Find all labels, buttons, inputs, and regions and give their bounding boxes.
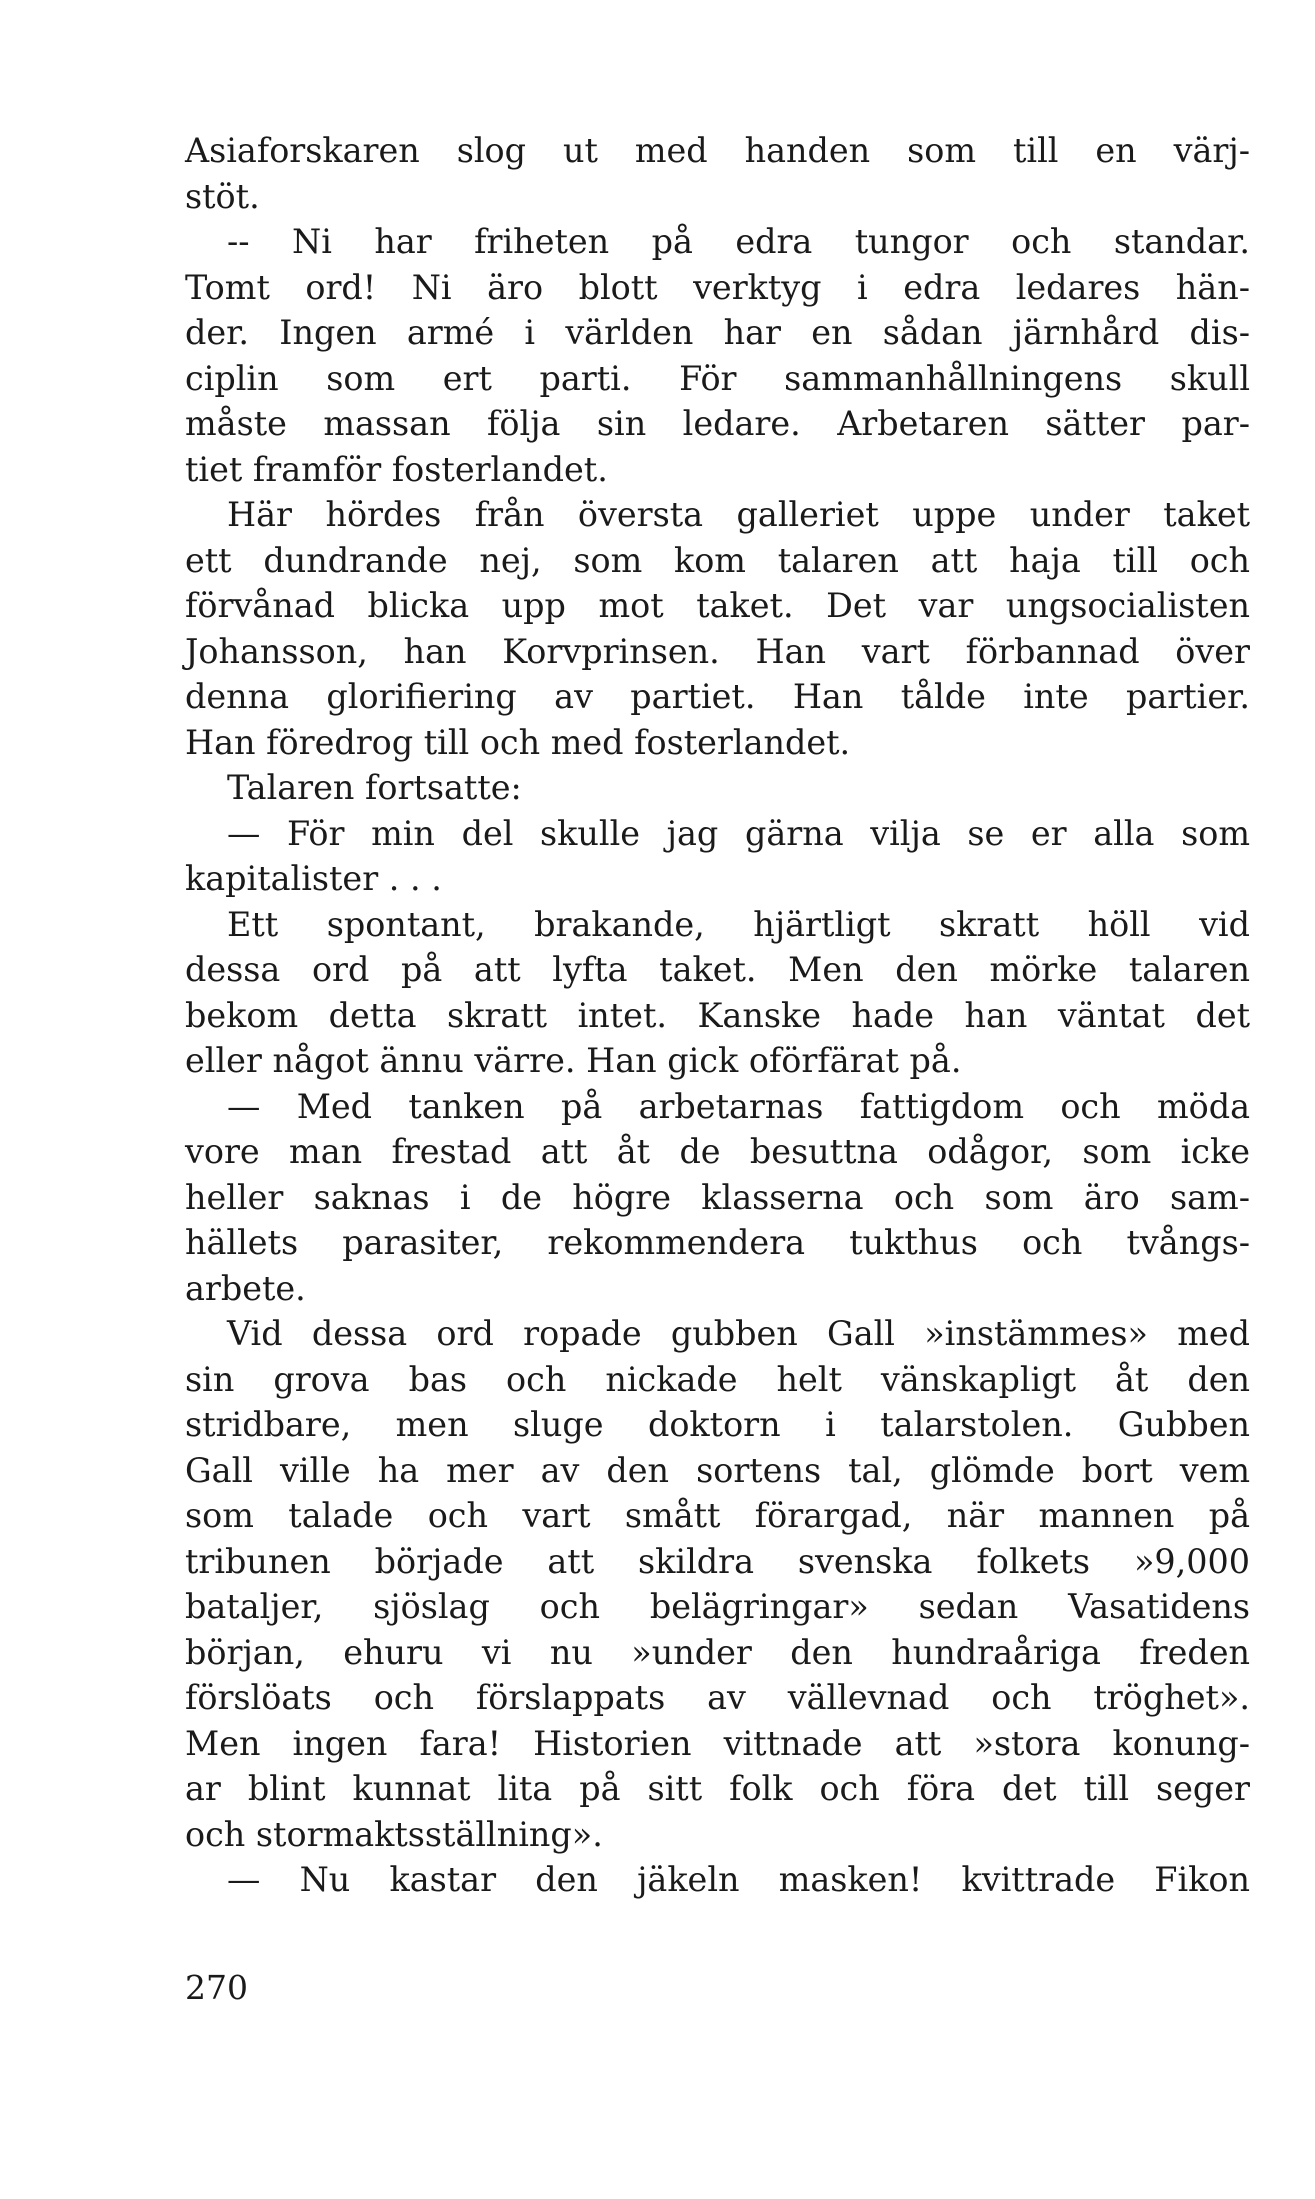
page-number: 270 bbox=[185, 1968, 248, 2007]
text-line: förvånad blicka upp mot taket. Det var ungsocialisten bbox=[185, 586, 1250, 625]
text-line: Han föredrog till och med fosterlandet. bbox=[185, 722, 851, 762]
text-line: der. Ingen armé i världen har en sådan järnhård dis- bbox=[185, 313, 1250, 352]
text-line: — Med tanken på arbetarnas fattigdom och möda bbox=[227, 1086, 1250, 1126]
paragraph bbox=[185, 811, 1250, 902]
text-line: dessa ord på att lyfta taket. Men den mörke talaren bbox=[185, 950, 1250, 989]
text-line: Talaren fortsatte: bbox=[227, 768, 522, 807]
text-line: sin grova bas och nickade helt vänskapligt åt den bbox=[185, 1359, 1250, 1399]
text-line: och stormaktsställning». bbox=[185, 1814, 603, 1854]
paragraph bbox=[185, 765, 1250, 811]
paragraph bbox=[185, 1311, 1250, 1857]
text-line: eller något ännu värre. Han gick oförfärat på. bbox=[185, 1041, 962, 1080]
paragraph bbox=[185, 1084, 1250, 1312]
text-line: arbete. bbox=[185, 1268, 306, 1308]
text-line: stridbare, men sluge doktorn i talarstolen. Gubben bbox=[185, 1405, 1250, 1444]
text-line: början, ehuru vi nu »under den hundraåriga freden bbox=[185, 1632, 1250, 1672]
text-line: ciplin som ert parti. För sammanhållningens skull bbox=[185, 358, 1250, 398]
text-line: bataljer, sjöslag och belägringar» sedan Vasatidens bbox=[185, 1587, 1250, 1626]
text-line: denna glorifiering av partiet. Han tålde inte partier. bbox=[185, 677, 1250, 716]
text-line: Här hördes från översta galleriet uppe under taket bbox=[227, 495, 1250, 534]
body-text bbox=[185, 128, 1250, 1903]
text-line: Asiaforskaren slog ut med handen som till en värj- bbox=[185, 131, 1250, 170]
text-line: heller saknas i de högre klasserna och som äro sam- bbox=[185, 1177, 1250, 1217]
text-line: Ett spontant, brakande, hjärtligt skratt höll vid bbox=[227, 904, 1250, 944]
paragraph bbox=[185, 902, 1250, 1084]
text-line: Johansson, han Korvprinsen. Han vart förbannad över bbox=[185, 631, 1250, 671]
text-line: -- Ni har friheten på edra tungor och standar. bbox=[227, 222, 1250, 261]
text-line: tiet framför fosterlandet. bbox=[185, 449, 608, 489]
text-line: ett dundrande nej, som kom talaren att haja till och bbox=[185, 540, 1250, 580]
text-line: stöt. bbox=[185, 176, 260, 216]
text-line: hällets parasiter, rekommendera tukthus och tvångs- bbox=[185, 1223, 1250, 1262]
text-line: förslöats och förslappats av vällevnad och tröghet». bbox=[185, 1678, 1250, 1717]
text-line: — Nu kastar den jäkeln masken! kvittrade Fikon bbox=[227, 1860, 1250, 1899]
text-line: tribunen började att skildra svenska folkets »9,000 bbox=[185, 1541, 1250, 1581]
text-line: som talade och vart smått förargad, när mannen på bbox=[185, 1496, 1250, 1535]
paragraph bbox=[185, 128, 1250, 219]
text-line: Vid dessa ord ropade gubben Gall »instämmes» med bbox=[227, 1314, 1250, 1353]
paragraph bbox=[185, 492, 1250, 765]
paragraph bbox=[185, 1857, 1250, 1903]
paragraph bbox=[185, 219, 1250, 492]
text-line: — För min del skulle jag gärna vilja se er alla som bbox=[227, 813, 1250, 853]
text-line: vore man frestad att åt de besuttna odågor, som icke bbox=[185, 1132, 1250, 1171]
text-line: Tomt ord! Ni äro blott verktyg i edra ledares hän- bbox=[185, 267, 1250, 307]
text-line: Gall ville ha mer av den sortens tal, glömde bort vem bbox=[185, 1450, 1250, 1490]
text-line: Men ingen fara! Historien vittnade att »stora konung- bbox=[185, 1723, 1250, 1763]
text-line: måste massan följa sin ledare. Arbetaren sätter par- bbox=[185, 404, 1250, 443]
text-line: bekom detta skratt intet. Kanske hade han väntat det bbox=[185, 995, 1250, 1035]
text-line: ar blint kunnat lita på sitt folk och föra det till seger bbox=[185, 1769, 1250, 1808]
text-line: kapitalister . . . bbox=[185, 859, 442, 898]
